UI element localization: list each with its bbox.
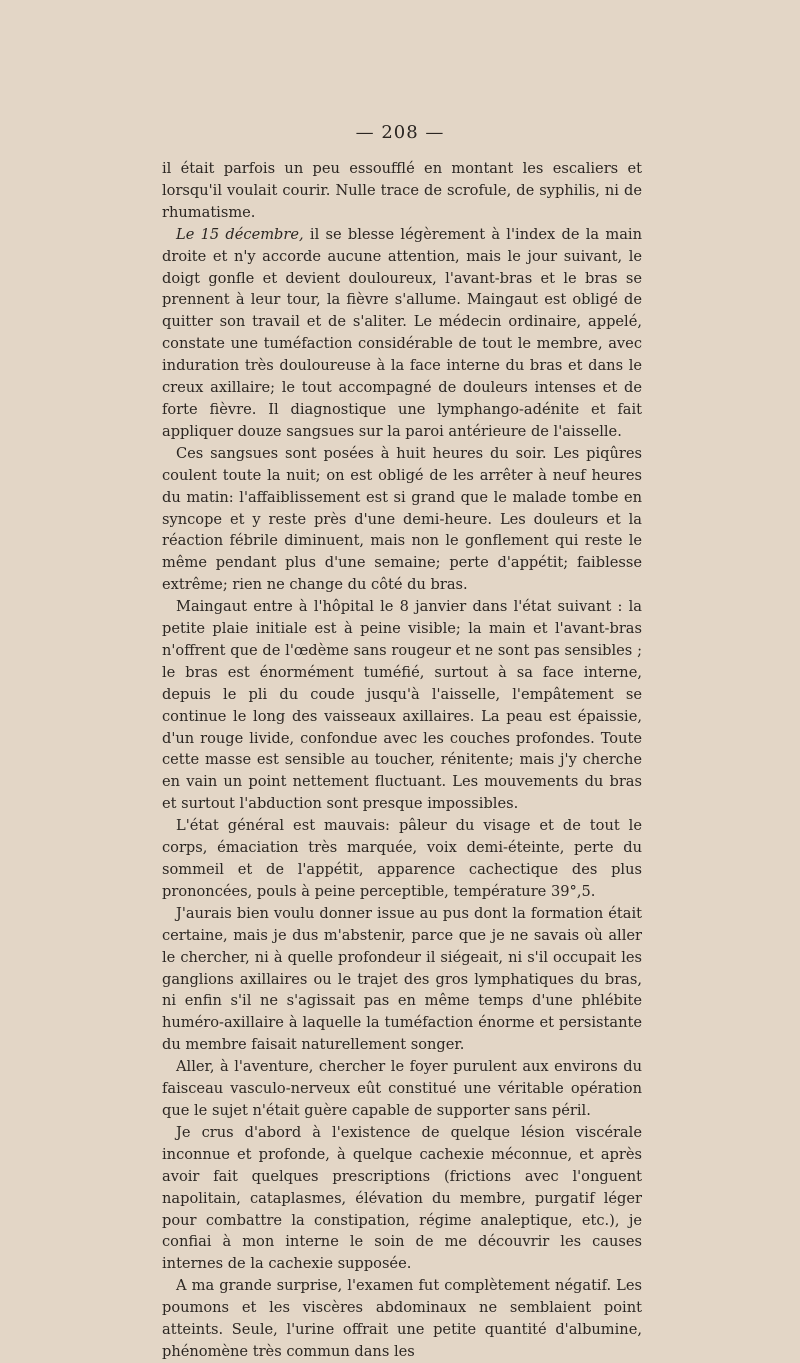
paragraph-4: Maingaut entre à l'hôpital le 8 janvier dans l'état suivant : la petite plaie initiale est à peine visible; la main et l'avant-bras n'offrent que de l'œdème sans rougeur et ne sont pas sensibles ; le bras est énormément tuméfié, surtout à sa face interne, depuis le pli du coude jusqu'à l'aisselle, l'empâtement se continue le long des vaisseaux axillaires. La peau est épaissie, d'un rouge livide, confondue avec les couches profondes. Toute cette masse est sensible au toucher, rénitente; mais j'y cherche en vain un point nettement fluctuant. Les mouvements du bras et surtout l'abduction sont presque impossibles.	[162, 598, 642, 813]
paragraph-2	[162, 224, 642, 443]
paragraph-2-text: il se blesse légèrement à l'index de la main droite et n'y accorde aucune attention, mais le jour suivant, le doigt gonfle et devient douloureux, l'avant-bras et le bras se prennent à leur tour, la fièvre s'allume. Maingaut est obligé de quitter son travail et de s'aliter. Le médecin ordinaire, appelé, constate une tuméfaction considérable de tout le membre, avec induration très douloureuse à la face interne du bras et dans le creux axillaire; le tout accompagné de douleurs intenses et de forte fièvre. Il diagnostique une lymphango-adénite et fait appliquer douze sangsues sur la paroi antérieure de l'aisselle.	[162, 225, 642, 440]
paragraph-3: Ces sangsues sont posées à huit heures du soir. Les piqûres coulent toute la nuit; on est obligé de les arrêter à neuf heures du matin: l'affaiblissement est si grand que le malade tombe en syncope et y reste près d'une demi-heure. Les douleurs et la réaction fébrile diminuent, mais non le gonflement qui reste le même pendant plus d'une semaine; perte d'appétit; faiblesse extrême; rien ne change du côté du bras.	[162, 444, 642, 594]
paragraph-5: L'état général est mauvais: pâleur du visage et de tout le corps, émaciation très marquée, voix demi-éteinte, perte du sommeil et de l'appétit, apparence cachectique des plus prononcées, pouls à peine perceptible, température 39°,5.	[162, 817, 642, 900]
paragraph-6: J'aurais bien voulu donner issue au pus dont la formation était certaine, mais je dus m'abstenir, parce que je ne savais où aller le chercher, ni à quelle profondeur il siégeait, ni s'il occupait les ganglions axillaires ou le trajet des gros lymphatiques du bras, ni enfin s'il ne s'agissait pas en même temps d'une phlébite huméro-axillaire à laquelle la tuméfaction énorme et persistante du membre faisait naturellement songer.	[162, 904, 642, 1054]
body-text	[162, 158, 642, 1363]
paragraph-7: Aller, à l'aventure, chercher le foyer purulent aux environs du faisceau vasculo-nerveux eût constitué une véritable opération que le sujet n'était guère capable de supporter sans péril.	[162, 1058, 642, 1119]
paragraph-9: A ma grande surprise, l'examen fut complètement négatif. Les poumons et les viscères abdominaux ne semblaient point atteints. Seule, l'urine offrait une petite quantité d'albumine, phénomène très commun dans les	[162, 1277, 642, 1360]
paragraph-8: Je crus d'abord à l'existence de quelque lésion viscérale inconnue et profonde, à quelque cachexie méconnue, et après avoir fait quelques prescriptions (frictions avec l'onguent napolitain, cataplasmes, élévation du membre, purgatif léger pour combattre la constipation, régime analeptique, etc.), je confiai à mon interne le soin de me découvrir les causes internes de la cachexie supposée.	[162, 1123, 642, 1273]
date-lead: Le 15 décembre,	[176, 225, 304, 243]
page-number: — 208 —	[355, 122, 445, 143]
paragraph-1: il était parfois un peu essoufflé en montant les escaliers et lorsqu'il voulait courir. Nulle trace de scrofule, de syphilis, ni de rhumatisme.	[162, 160, 642, 221]
